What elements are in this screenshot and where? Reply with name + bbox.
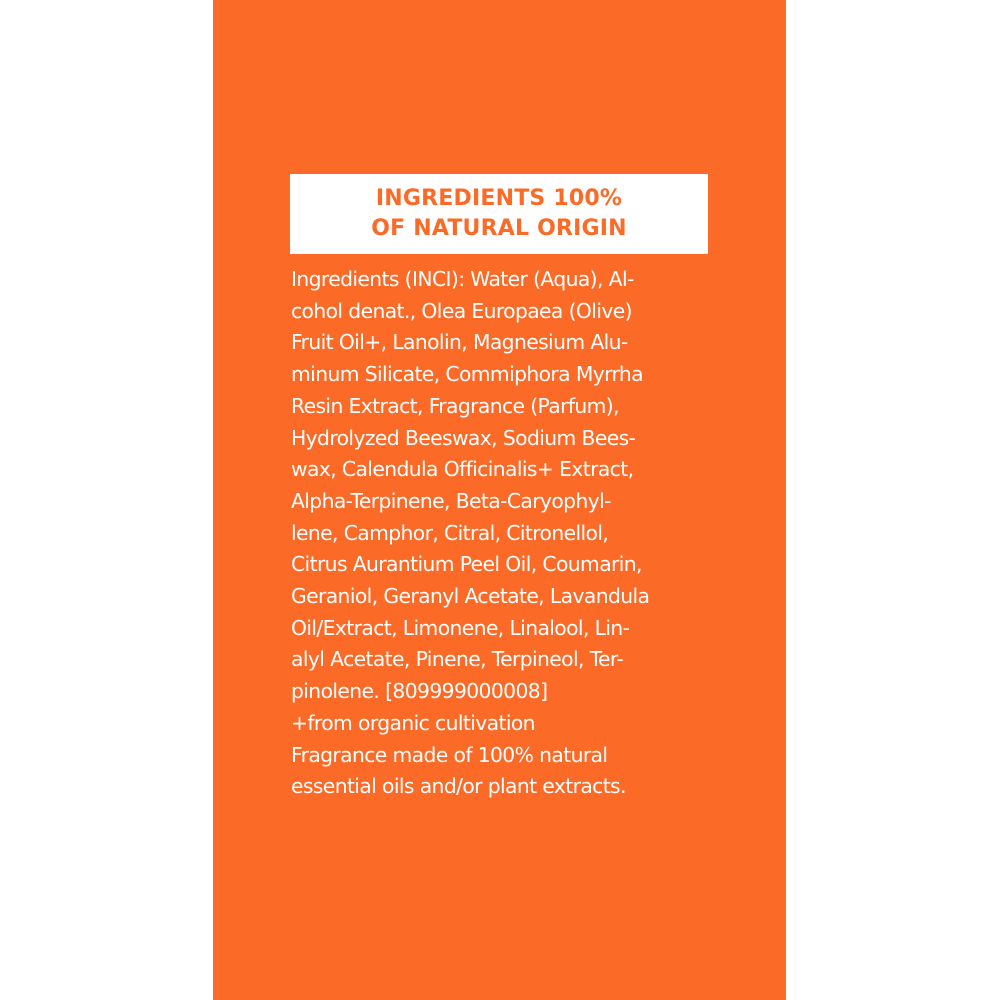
ingredients-line: Fruit Oil+, Lanolin, Magnesium Alu- xyxy=(291,330,628,355)
ingredients-line: pinolene. [809999000008] xyxy=(291,679,548,704)
ingredients-line: Resin Extract, Fragrance (Parfum), xyxy=(291,393,619,418)
ingredients-line: wax, Calendula Officinalis+ Extract, xyxy=(291,457,634,482)
organic-note-line: +from organic cultivation xyxy=(291,710,535,735)
orange-label-panel xyxy=(213,0,786,1000)
heading-box xyxy=(290,174,708,254)
ingredients-line: minum Silicate, Commiphora Myrrha xyxy=(291,362,643,387)
ingredients-line: lene, Camphor, Citral, Citronellol, xyxy=(291,520,609,545)
fragrance-note-line: Fragrance made of 100% natural xyxy=(291,742,608,767)
fragrance-note-line: essential oils and/or plant extracts. xyxy=(291,774,626,799)
ingredients-text xyxy=(291,264,721,803)
ingredients-line: alyl Acetate, Pinene, Terpineol, Ter- xyxy=(291,647,624,672)
ingredients-line: Oil/Extract, Limonene, Linalool, Lin- xyxy=(291,615,630,640)
heading-line-2: OF NATURAL ORIGIN xyxy=(371,216,627,241)
ingredients-line: Geraniol, Geranyl Acetate, Lavandula xyxy=(291,584,650,609)
ingredients-line: Citrus Aurantium Peel Oil, Coumarin, xyxy=(291,552,642,577)
ingredients-line: Alpha-Terpinene, Beta-Caryophyl- xyxy=(291,488,611,513)
ingredients-line: Ingredients (INCI): Water (Aqua), Al- xyxy=(291,267,634,291)
ingredients-line: cohol denat., Olea Europaea (Olive) xyxy=(291,298,632,323)
heading-line-1: INGREDIENTS 100% xyxy=(375,186,623,211)
ingredients-line: Hydrolyzed Beeswax, Sodium Bees- xyxy=(291,425,636,450)
